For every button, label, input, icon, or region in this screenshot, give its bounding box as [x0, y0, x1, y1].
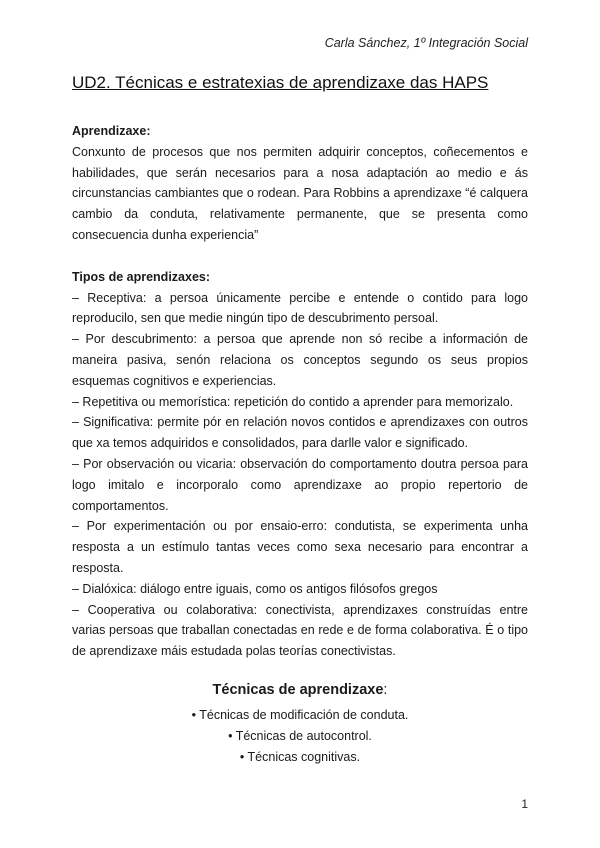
section-heading-aprendizaxe: Aprendizaxe:: [72, 124, 151, 138]
document-title: UD2. Técnicas e estratexias de aprendizaxe das HAPS: [72, 73, 489, 92]
tipo-item: – Dialóxica: diálogo entre iguais, como os antigos filósofos gregos: [72, 581, 438, 596]
page-number: 1: [521, 797, 528, 811]
tipo-item: – Repetitiva ou memorística: repetición do contido a aprender para memorizalo.: [72, 394, 514, 409]
spacer: [72, 246, 528, 267]
tecnicas-heading-colon: :: [383, 682, 388, 698]
tecnicas-section: [72, 682, 528, 767]
tipo-item: – Por experimentación ou por ensaio-erro: condutista, se experimenta unha resposta a un estímulo tantas veces como sexa necesario para encontrar a resposta.: [72, 519, 528, 575]
tecnica-item: • Técnicas de modificación de conduta.: [191, 708, 409, 722]
page-header-author: Carla Sánchez, 1º Integración Social: [324, 36, 528, 50]
tipo-item: – Por observación ou vicaria: observación do comportamento doutra persoa para logo imitalo e incorporalo como aprendizaxe ao propio repertorio de comportamentos.: [72, 456, 528, 513]
tecnica-item: • Técnicas cognitivas.: [239, 749, 361, 764]
tecnicas-heading-text: Técnicas de aprendizaxe: [212, 682, 384, 698]
tipo-item: – Receptiva: a persoa únicamente percibe e entende o contido para logo reproducilo, sen que medie ningún tipo de descubrimento persoal.: [72, 290, 528, 326]
tipo-item: – Por descubrimento: a persoa que aprende non só recibe a información de maneira pasiva, senón relaciona os conceptos segundo os seus propios esquemas cognitivos e experiencias.: [72, 332, 528, 388]
main-content: [72, 121, 528, 662]
tipo-item: – Significativa: permite pór en relación novos contidos e aprendizaxes con outros que xa temos adquiridos e consolidados, para darlle valor e significado.: [72, 415, 528, 451]
aprendizaxe-definition: Conxunto de procesos que nos permiten adquirir conceptos, coñecementos e habilidades, que serán necesarios para a nosa adaptación ao medio e ás circunstancias cambiantes que o rodean. Para Robbins a aprendizaxe “é calquera cambio da conduta, relativamente permanente, que se presenta como consecuencia dunha experiencia”: [72, 144, 528, 242]
tipo-item: – Cooperativa ou colaborativa: conectivista, aprendizaxes construídas entre varias persoas que traballan conectadas en rede e de forma colaborativa. É o tipo de aprendizaxe máis estudada polas teorías conectivistas.: [72, 602, 528, 659]
section-heading-tecnicas: [72, 682, 528, 698]
section-heading-tipos: Tipos de aprendizaxes:: [72, 269, 211, 284]
tecnica-item: • Técnicas de autocontrol.: [228, 728, 372, 743]
